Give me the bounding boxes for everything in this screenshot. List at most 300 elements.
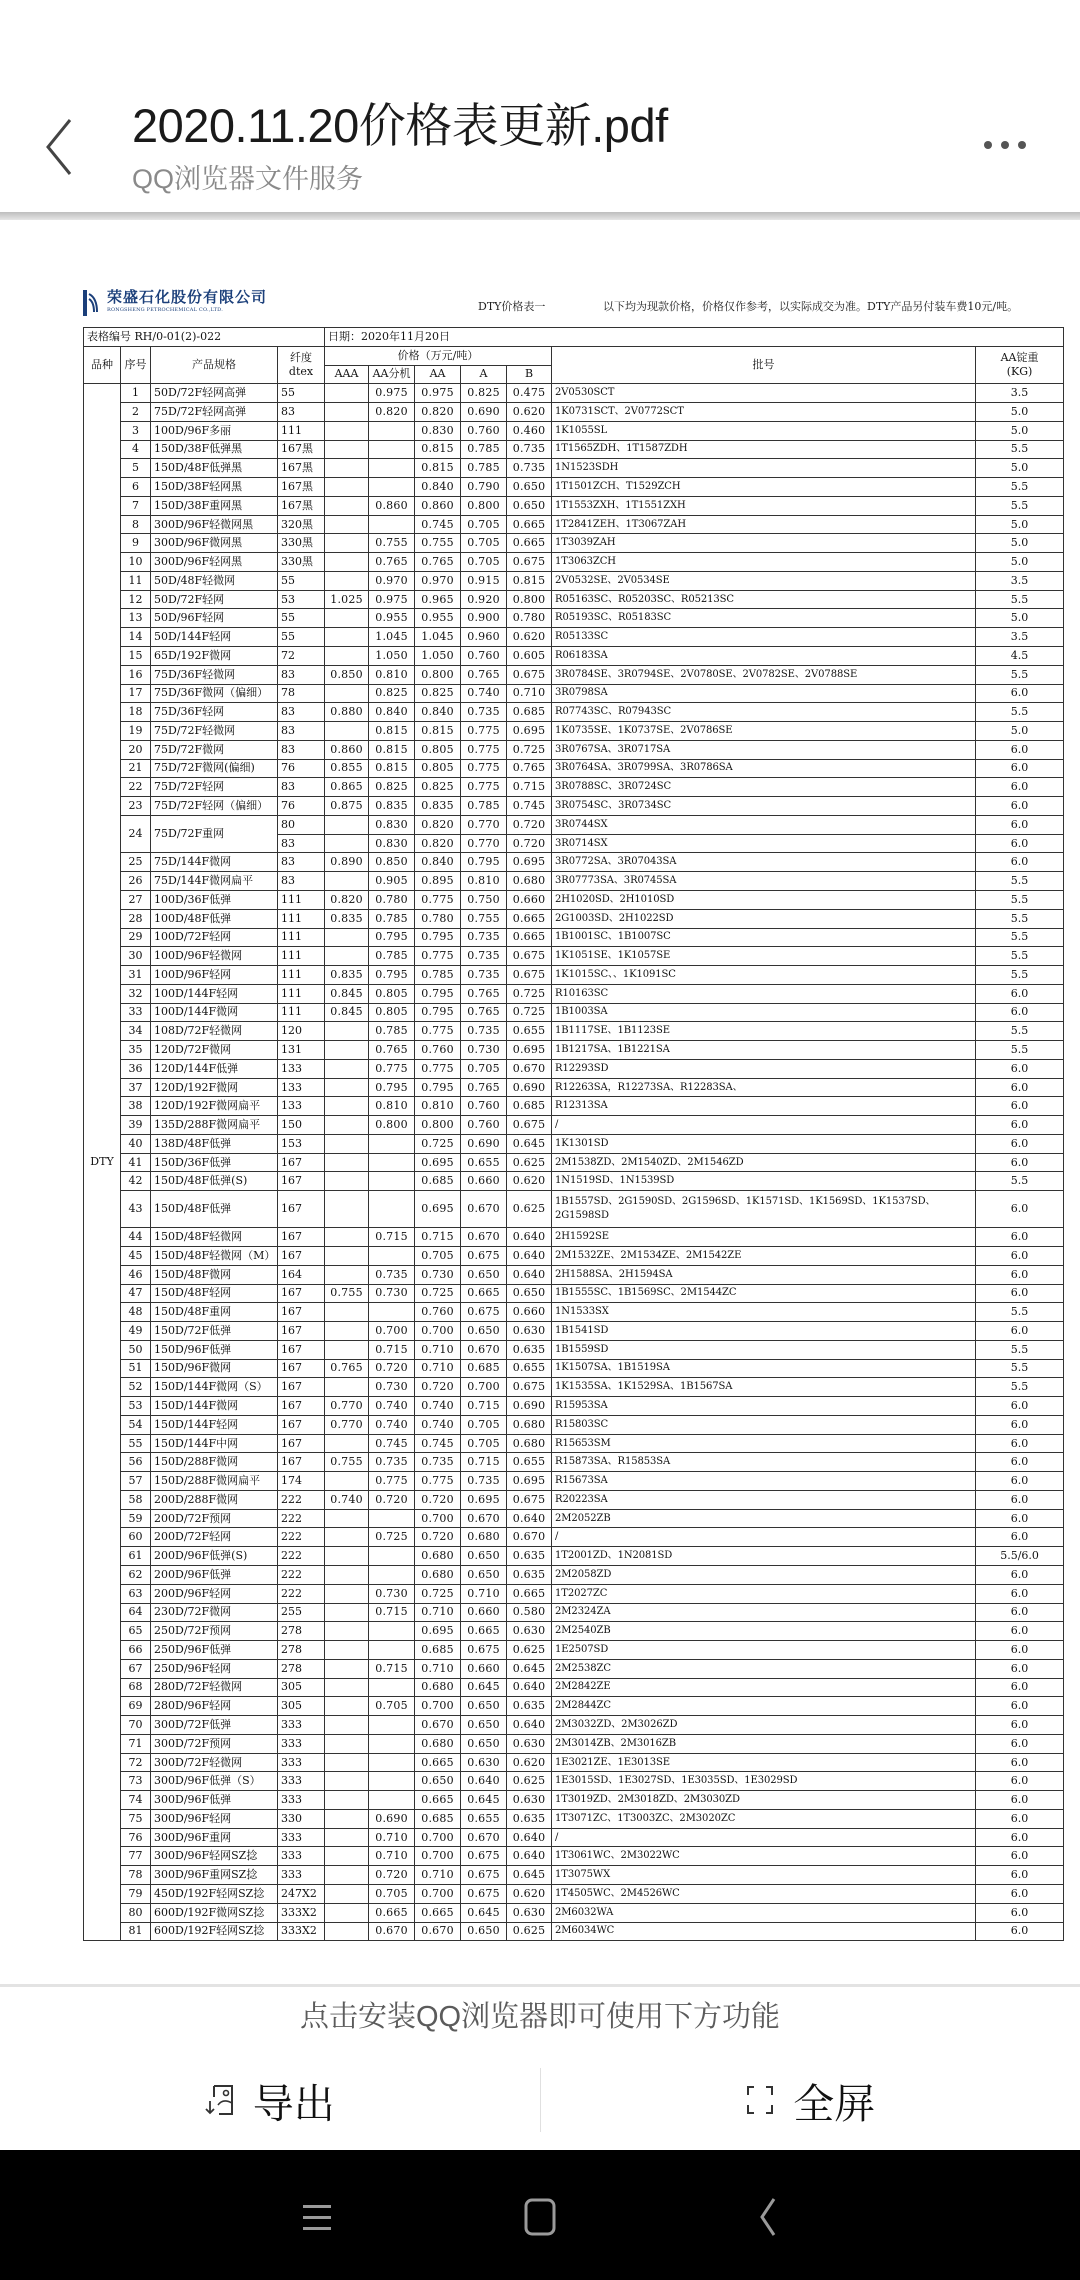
table-row	[84, 421, 1064, 440]
price-b-cell: 0.640	[507, 1265, 552, 1284]
price-aaa-cell: 0.845	[325, 1003, 369, 1022]
back-button[interactable]	[40, 112, 80, 182]
price-a-cell: 0.785	[461, 459, 507, 478]
batch-cell: 1B1001SC、1B1007SC	[552, 928, 976, 947]
recent-apps-button[interactable]	[287, 2192, 347, 2242]
price-b-cell: 0.695	[507, 722, 552, 741]
price-aa-cell: 0.970	[415, 571, 461, 590]
price-a-cell: 0.705	[461, 1415, 507, 1434]
price-aa-split-cell	[369, 1172, 415, 1191]
price-b-cell: 0.710	[507, 684, 552, 703]
price-aa-cell: 0.775	[415, 890, 461, 909]
spec-cell: 75D/72F微网(偏细)	[151, 759, 278, 778]
table-row	[84, 665, 1064, 684]
weight-cell: 6.0	[976, 1641, 1064, 1660]
dtex-cell: 167	[278, 1191, 325, 1228]
price-aa-cell: 0.825	[415, 684, 461, 703]
price-b-cell: 0.460	[507, 421, 552, 440]
batch-cell: R15653SM	[552, 1434, 976, 1453]
price-aa-cell: 0.835	[415, 797, 461, 816]
price-a-cell: 0.775	[461, 778, 507, 797]
price-aa-split-cell	[369, 1641, 415, 1660]
spec-cell: 150D/96F微网	[151, 1359, 278, 1378]
seq-cell: 32	[121, 984, 151, 1003]
price-b-cell: 0.630	[507, 1791, 552, 1810]
price-a-cell: 0.705	[461, 515, 507, 534]
price-aa-split-cell: 0.825	[369, 778, 415, 797]
pdf-viewer[interactable]	[0, 220, 1080, 1985]
price-aa-split-cell: 0.805	[369, 984, 415, 1003]
batch-cell: 1B1217SA、1B1221SA	[552, 1041, 976, 1060]
spec-cell: 75D/144F微网扁平	[151, 872, 278, 891]
price-aa-split-cell: 0.905	[369, 872, 415, 891]
weight-cell: 6.0	[976, 1885, 1064, 1904]
price-a-cell: 0.670	[461, 1228, 507, 1247]
price-aa-cell: 0.735	[415, 1453, 461, 1472]
price-aa-split-cell	[369, 1772, 415, 1791]
batch-cell: 1K0731SCT、2V0772SCT	[552, 403, 976, 422]
price-a-cell: 0.685	[461, 1359, 507, 1378]
weight-cell: 5.5	[976, 1303, 1064, 1322]
price-b-cell: 0.640	[507, 1828, 552, 1847]
seq-cell: 49	[121, 1322, 151, 1341]
batch-cell: R05193SC、R05183SC	[552, 609, 976, 628]
price-aa-cell: 0.765	[415, 553, 461, 572]
weight-cell: 5.5	[976, 1172, 1064, 1191]
weight-cell: 6.0	[976, 1622, 1064, 1641]
more-horizontal-icon	[1001, 141, 1009, 149]
spec-cell: 300D/96F重网SZ捻	[151, 1866, 278, 1885]
price-b-cell: 0.655	[507, 1022, 552, 1041]
seq-cell: 14	[121, 628, 151, 647]
price-table-body	[84, 384, 1064, 1941]
weight-cell: 6.0	[976, 834, 1064, 853]
price-aa-split-cell	[369, 515, 415, 534]
price-aaa-cell	[325, 1509, 369, 1528]
price-b-cell: 0.745	[507, 797, 552, 816]
table-row	[84, 1753, 1064, 1772]
table-row	[84, 459, 1064, 478]
dtex-cell: 80	[278, 815, 325, 834]
batch-cell: 2M2324ZA	[552, 1603, 976, 1622]
price-a-cell: 0.650	[461, 1322, 507, 1341]
weight-cell: 6.0	[976, 1078, 1064, 1097]
price-aa-cell: 0.720	[415, 1378, 461, 1397]
price-a-cell: 0.715	[461, 1453, 507, 1472]
price-a-cell: 0.630	[461, 1753, 507, 1772]
spec-cell: 75D/36F微网（偏细）	[151, 684, 278, 703]
weight-cell: 5.5	[976, 872, 1064, 891]
table-row	[84, 1922, 1064, 1941]
price-b-cell: 0.630	[507, 1322, 552, 1341]
price-b-cell: 0.640	[507, 1716, 552, 1735]
dtex-cell: 167	[278, 1453, 325, 1472]
batch-cell: 1B1555SC、1B1569SC、2M1544ZC	[552, 1284, 976, 1303]
dtex-cell: 83	[278, 665, 325, 684]
price-aa-split-cell: 0.690	[369, 1809, 415, 1828]
price-b-cell: 0.695	[507, 853, 552, 872]
price-b-cell: 0.780	[507, 609, 552, 628]
table-row	[84, 1228, 1064, 1247]
batch-cell: /	[552, 1528, 976, 1547]
seq-cell: 81	[121, 1922, 151, 1941]
price-aa-split-cell: 0.815	[369, 740, 415, 759]
batch-cell: 1E2507SD	[552, 1641, 976, 1660]
seq-cell: 23	[121, 797, 151, 816]
seq-cell: 26	[121, 872, 151, 891]
price-aa-cell: 0.670	[415, 1922, 461, 1941]
price-aaa-cell	[325, 1922, 369, 1941]
seq-cell: 27	[121, 890, 151, 909]
price-a-cell: 0.705	[461, 1434, 507, 1453]
spec-cell: 150D/288F微网	[151, 1453, 278, 1472]
spec-cell: 150D/38F低弹黑	[151, 440, 278, 459]
price-aa-split-cell	[369, 1246, 415, 1265]
home-button[interactable]	[510, 2192, 570, 2242]
price-note: 以下均为现款价格，价格仅作参考，以实际成交为准。DTY产品另付装车费10元/吨。	[603, 300, 1019, 313]
batch-cell: 1E3021ZE、1E3013SE	[552, 1753, 976, 1772]
spec-cell: 300D/96F低弹	[151, 1791, 278, 1810]
seq-cell: 68	[121, 1678, 151, 1697]
batch-cell: 1K1507SA、1B1519SA	[552, 1359, 976, 1378]
table-row	[84, 1528, 1064, 1547]
spec-cell: 75D/72F轻网（偏细）	[151, 797, 278, 816]
price-aaa-cell	[325, 1191, 369, 1228]
dtex-cell: 111	[278, 909, 325, 928]
weight-cell: 6.0	[976, 1116, 1064, 1135]
price-b-cell: 0.620	[507, 628, 552, 647]
seq-cell: 62	[121, 1566, 151, 1585]
table-row	[84, 797, 1064, 816]
seq-cell: 63	[121, 1584, 151, 1603]
spec-cell: 100D/48F低弹	[151, 909, 278, 928]
install-tip[interactable]: 点击安装QQ浏览器即可使用下方功能	[299, 2001, 781, 2033]
seq-cell: 18	[121, 703, 151, 722]
dtex-cell: 55	[278, 384, 325, 403]
table-row	[84, 928, 1064, 947]
spec-cell: 50D/72F轻网高弹	[151, 384, 278, 403]
table-row	[84, 1003, 1064, 1022]
price-aaa-cell: 0.890	[325, 853, 369, 872]
dtex-cell: 333X2	[278, 1922, 325, 1941]
dtex-cell: 76	[278, 797, 325, 816]
spec-cell: 150D/48F微网	[151, 1265, 278, 1284]
weight-cell: 6.0	[976, 1097, 1064, 1116]
price-aaa-cell	[325, 1246, 369, 1265]
price-a-cell: 0.810	[461, 872, 507, 891]
seq-cell: 54	[121, 1415, 151, 1434]
price-aaa-cell	[325, 1116, 369, 1135]
seq-cell: 73	[121, 1772, 151, 1791]
price-aaa-cell: 0.770	[325, 1415, 369, 1434]
weight-cell: 5.5	[976, 890, 1064, 909]
table-row	[84, 947, 1064, 966]
batch-cell: 3R0772SA、3R07043SA	[552, 853, 976, 872]
price-aa-cell: 0.720	[415, 1490, 461, 1509]
price-aa-cell: 0.895	[415, 872, 461, 891]
table-row	[84, 496, 1064, 515]
header-weight-line2: (KG)	[1006, 365, 1033, 379]
seq-cell: 7	[121, 496, 151, 515]
price-aaa-cell	[325, 1303, 369, 1322]
dtex-cell: 167	[278, 1322, 325, 1341]
seq-cell: 58	[121, 1490, 151, 1509]
price-b-cell: 0.735	[507, 440, 552, 459]
price-aa-split-cell: 0.715	[369, 1603, 415, 1622]
more-button[interactable]	[984, 130, 1044, 160]
batch-cell: R12293SD	[552, 1059, 976, 1078]
price-aaa-cell: 0.875	[325, 797, 369, 816]
price-aaa-cell	[325, 421, 369, 440]
dtex-cell: 167	[278, 1359, 325, 1378]
batch-cell: 1B1557SD、2G1590SD、2G1596SD、1K1571SD、1K1569SD、1K1537SD、2G1598SD	[552, 1191, 976, 1228]
table-row	[84, 703, 1064, 722]
batch-cell: 3R0764SA、3R0799SA、3R0786SA	[552, 759, 976, 778]
price-b-cell: 0.640	[507, 1228, 552, 1247]
seq-cell: 71	[121, 1734, 151, 1753]
price-a-cell: 0.735	[461, 1022, 507, 1041]
price-a-cell: 0.800	[461, 496, 507, 515]
table-row	[84, 1041, 1064, 1060]
dtex-cell: 222	[278, 1528, 325, 1547]
table-row	[84, 534, 1064, 553]
table-row	[84, 853, 1064, 872]
batch-cell: 2M3014ZB、2M3016ZB	[552, 1734, 976, 1753]
price-a-cell: 0.770	[461, 815, 507, 834]
price-aa-split-cell: 0.815	[369, 722, 415, 741]
table-row	[84, 1359, 1064, 1378]
price-aa-cell: 0.840	[415, 478, 461, 497]
price-aa-split-cell	[369, 421, 415, 440]
spec-cell: 300D/72F轻微网	[151, 1753, 278, 1772]
price-b-cell: 0.650	[507, 478, 552, 497]
spec-cell: 75D/144F微网	[151, 853, 278, 872]
price-aa-split-cell: 0.705	[369, 1885, 415, 1904]
table-date: 日期：2020年11月20日	[325, 328, 1064, 347]
price-aa-cell: 0.680	[415, 1678, 461, 1697]
export-button[interactable]	[0, 2065, 540, 2135]
price-aa-cell: 0.805	[415, 740, 461, 759]
price-a-cell: 0.765	[461, 665, 507, 684]
price-aaa-cell	[325, 478, 369, 497]
price-aa-cell: 0.710	[415, 1359, 461, 1378]
dtex-cell: 305	[278, 1697, 325, 1716]
price-b-cell: 0.675	[507, 966, 552, 985]
table-row	[84, 628, 1064, 647]
spec-cell: 150D/48F低弹黑	[151, 459, 278, 478]
price-aa-cell: 0.665	[415, 1903, 461, 1922]
spec-cell: 108D/72F轻微网	[151, 1022, 278, 1041]
spec-cell: 150D/144F中网	[151, 1434, 278, 1453]
seq-cell: 3	[121, 421, 151, 440]
dtex-cell: 222	[278, 1490, 325, 1509]
spec-cell: 50D/144F轻网	[151, 628, 278, 647]
price-aa-cell: 0.695	[415, 1153, 461, 1172]
weight-cell: 6.0	[976, 1003, 1064, 1022]
spec-cell: 150D/72F低弹	[151, 1322, 278, 1341]
price-aa-split-cell: 0.850	[369, 853, 415, 872]
price-b-cell: 0.670	[507, 1059, 552, 1078]
seq-cell: 55	[121, 1434, 151, 1453]
price-aa-split-cell: 1.050	[369, 647, 415, 666]
home-icon	[523, 2197, 557, 2237]
spec-cell: 450D/192F轻网SZ捻	[151, 1885, 278, 1904]
fullscreen-label: 全屏	[793, 2080, 876, 2127]
header-aa: AA	[415, 365, 461, 384]
spec-cell: 300D/72F低弹	[151, 1716, 278, 1735]
dtex-cell: 83	[278, 703, 325, 722]
seq-cell: 75	[121, 1809, 151, 1828]
price-a-cell: 0.765	[461, 1078, 507, 1097]
table-row	[84, 1172, 1064, 1191]
price-aaa-cell	[325, 1603, 369, 1622]
price-a-cell: 0.690	[461, 1134, 507, 1153]
seq-cell: 29	[121, 928, 151, 947]
price-a-cell: 0.650	[461, 1547, 507, 1566]
header-weight-line1: AA锭重	[1000, 351, 1039, 365]
price-a-cell: 0.915	[461, 571, 507, 590]
seq-cell: 39	[121, 1116, 151, 1135]
price-aa-split-cell: 0.700	[369, 1322, 415, 1341]
price-aaa-cell	[325, 647, 369, 666]
price-a-cell: 0.680	[461, 1528, 507, 1547]
spec-cell: 200D/72F轻网	[151, 1528, 278, 1547]
price-aa-cell: 0.780	[415, 909, 461, 928]
dtex-cell: 72	[278, 647, 325, 666]
batch-cell: R12313SA	[552, 1097, 976, 1116]
weight-cell: 6.0	[976, 1697, 1064, 1716]
document-source: QQ浏览器文件服务	[132, 164, 364, 194]
seq-cell: 80	[121, 1903, 151, 1922]
price-aa-cell: 0.695	[415, 1622, 461, 1641]
batch-cell: 1T3063ZCH	[552, 553, 976, 572]
seq-cell: 15	[121, 647, 151, 666]
price-a-cell: 0.675	[461, 1847, 507, 1866]
batch-cell: 1K1535SA、1K1529SA、1B1567SA	[552, 1378, 976, 1397]
batch-cell: 3R0767SA、3R0717SA	[552, 740, 976, 759]
table-row	[84, 1772, 1064, 1791]
price-aa-split-cell: 0.975	[369, 384, 415, 403]
price-a-cell: 0.640	[461, 1772, 507, 1791]
weight-cell: 6.0	[976, 1153, 1064, 1172]
price-aaa-cell	[325, 1753, 369, 1772]
table-row	[84, 1022, 1064, 1041]
export-image-icon	[205, 2083, 235, 2117]
spec-cell: 100D/96F轻网	[151, 966, 278, 985]
price-a-cell: 0.760	[461, 647, 507, 666]
spec-cell: 150D/144F微网（S）	[151, 1378, 278, 1397]
more-horizontal-icon	[1018, 141, 1026, 149]
price-aa-split-cell: 0.775	[369, 1059, 415, 1078]
table-row	[84, 872, 1064, 891]
price-b-cell: 0.625	[507, 1922, 552, 1941]
table-row	[84, 1547, 1064, 1566]
price-b-cell: 0.680	[507, 1415, 552, 1434]
price-aa-split-cell: 0.825	[369, 684, 415, 703]
dtex-cell: 222	[278, 1584, 325, 1603]
price-aaa-cell	[325, 1847, 369, 1866]
seq-cell: 8	[121, 515, 151, 534]
spec-cell: 280D/96F轻网	[151, 1697, 278, 1716]
system-back-button[interactable]	[738, 2192, 798, 2242]
dtex-cell: 167	[278, 1378, 325, 1397]
price-aa-cell: 0.665	[415, 1753, 461, 1772]
spec-cell: 300D/72F预网	[151, 1734, 278, 1753]
spec-cell: 200D/96F低弹(S)	[151, 1547, 278, 1566]
weight-cell: 6.0	[976, 797, 1064, 816]
table-row	[84, 684, 1064, 703]
spec-cell: 200D/96F低弹	[151, 1566, 278, 1585]
price-a-cell: 0.660	[461, 1172, 507, 1191]
seq-cell: 77	[121, 1847, 151, 1866]
seq-cell: 38	[121, 1097, 151, 1116]
batch-cell: R15673SA	[552, 1472, 976, 1491]
price-b-cell: 0.625	[507, 1153, 552, 1172]
table-row	[84, 1584, 1064, 1603]
price-aaa-cell: 0.835	[325, 966, 369, 985]
dtex-cell: 333	[278, 1716, 325, 1735]
price-aa-split-cell: 0.840	[369, 703, 415, 722]
price-aa-cell: 0.710	[415, 1340, 461, 1359]
dtex-cell: 120	[278, 1022, 325, 1041]
price-aa-cell: 0.700	[415, 1885, 461, 1904]
dtex-cell: 83	[278, 740, 325, 759]
price-b-cell: 0.665	[507, 515, 552, 534]
company-name-en: RONGSHENG PETROCHEMICAL CO.,LTD.	[107, 307, 223, 313]
price-b-cell: 0.625	[507, 1772, 552, 1791]
seq-cell: 21	[121, 759, 151, 778]
dtex-cell: 333	[278, 1847, 325, 1866]
spec-cell: 65D/192F微网	[151, 647, 278, 666]
price-aa-cell: 0.795	[415, 1003, 461, 1022]
header-a: A	[461, 365, 507, 384]
seq-cell: 22	[121, 778, 151, 797]
back-icon	[756, 2195, 780, 2239]
price-b-cell: 0.640	[507, 1509, 552, 1528]
spec-cell: 300D/96F轻微网黑	[151, 515, 278, 534]
price-b-cell: 0.640	[507, 1246, 552, 1265]
weight-cell: 5.5	[976, 1022, 1064, 1041]
table-row	[84, 384, 1064, 403]
price-aaa-cell	[325, 834, 369, 853]
price-aaa-cell: 0.755	[325, 1284, 369, 1303]
price-b-cell: 0.680	[507, 1434, 552, 1453]
table-row	[84, 1847, 1064, 1866]
price-aa-cell: 0.775	[415, 947, 461, 966]
price-aa-cell: 0.800	[415, 665, 461, 684]
price-b-cell: 0.765	[507, 759, 552, 778]
price-aa-cell: 0.860	[415, 496, 461, 515]
price-a-cell: 0.755	[461, 909, 507, 928]
price-b-cell: 0.655	[507, 1359, 552, 1378]
price-b-cell: 0.620	[507, 403, 552, 422]
price-aa-cell: 0.710	[415, 1659, 461, 1678]
price-aa-cell: 0.805	[415, 759, 461, 778]
table-row	[84, 1472, 1064, 1491]
header-weight	[976, 346, 1064, 384]
price-a-cell: 0.665	[461, 1622, 507, 1641]
weight-cell: 6.0	[976, 1453, 1064, 1472]
spec-cell: 250D/96F低弹	[151, 1641, 278, 1660]
table-row	[84, 1490, 1064, 1509]
batch-cell: 1N1519SD、1N1539SD	[552, 1172, 976, 1191]
price-aa-split-cell	[369, 1566, 415, 1585]
weight-cell: 6.0	[976, 759, 1064, 778]
price-aa-split-cell	[369, 1509, 415, 1528]
price-b-cell: 0.650	[507, 1284, 552, 1303]
fullscreen-button[interactable]	[541, 2065, 1080, 2135]
weight-cell: 6.0	[976, 1397, 1064, 1416]
